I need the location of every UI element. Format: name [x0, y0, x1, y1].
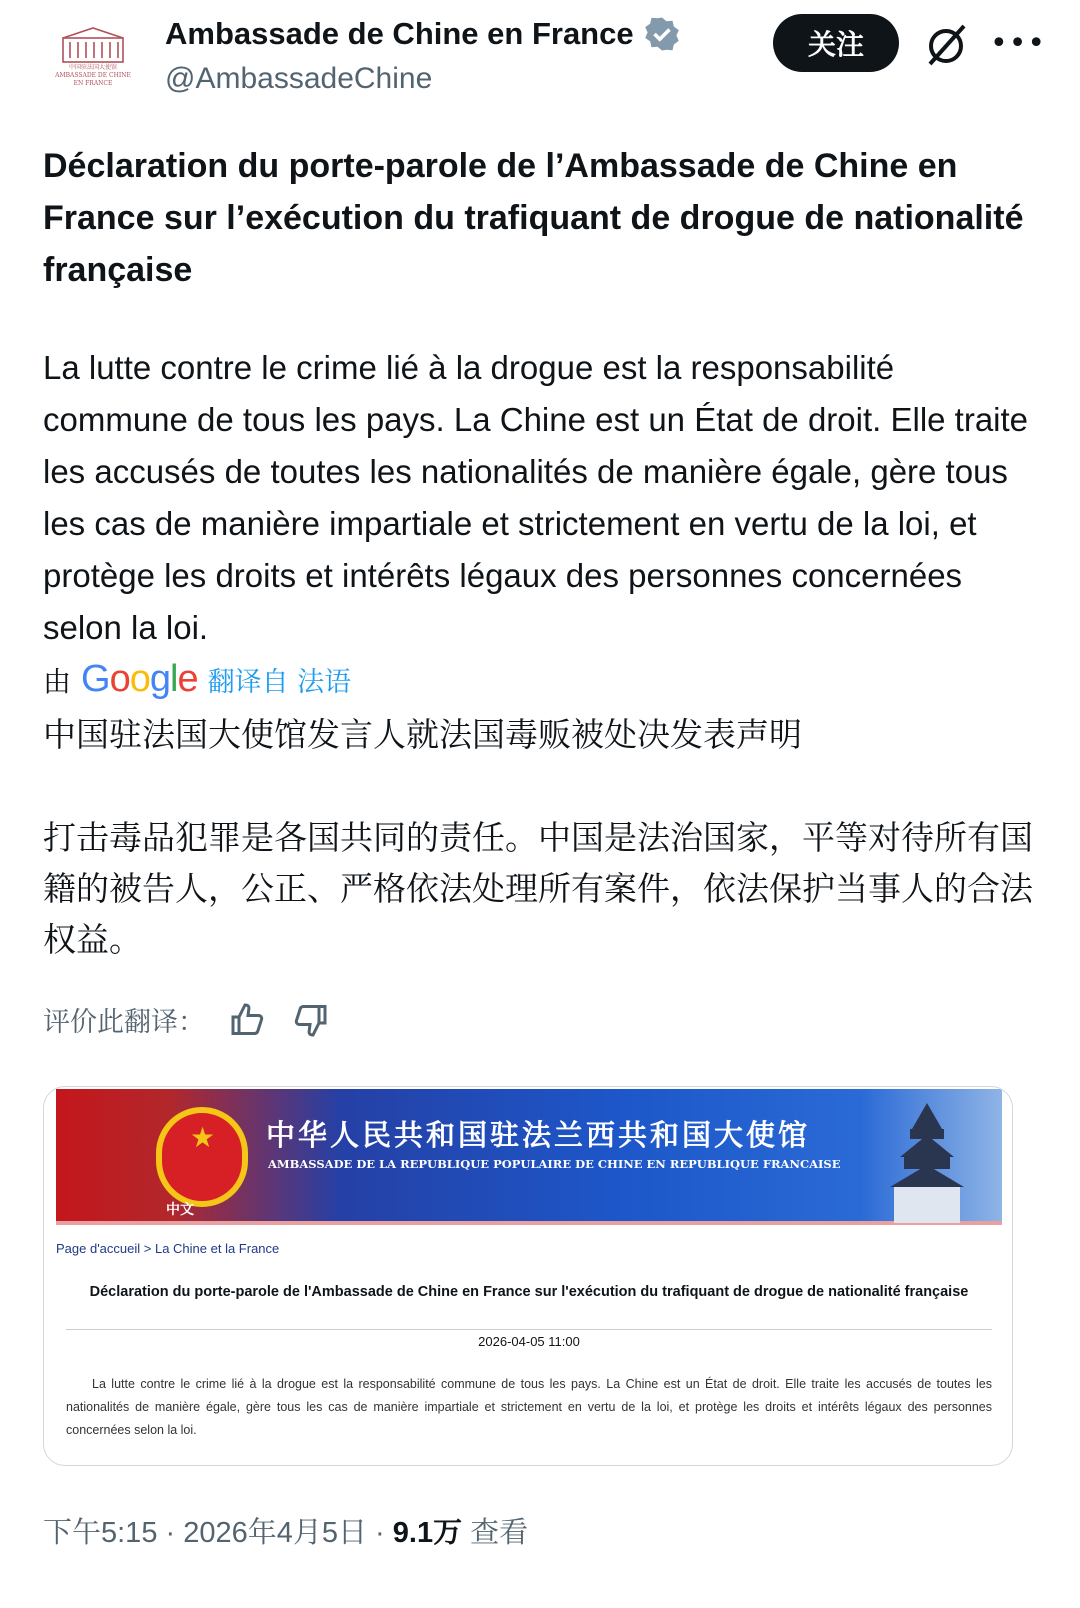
post-title: Déclaration du porte-parole de l’Ambassade de Chine en France sur l’exécution du trafiquant de drogue de nationalité française [43, 147, 1024, 289]
logo-text: EN FRANCE [73, 80, 113, 87]
breadcrumb[interactable]: Page d'accueil > La Chine et la France [56, 1241, 280, 1256]
rate-translation-label: 评价此翻译： [43, 1007, 205, 1038]
banner-chinese-title: 中华人民共和国驻法兰西共和国大使馆 [266, 1118, 811, 1152]
article-title: Déclaration du porte-parole de l'Ambassade de Chine en France sur l'exécution du trafiquant de drogue de nationalité française [89, 1284, 969, 1300]
view-count: 9.1万 [392, 1517, 463, 1549]
embassy-building-logo [58, 24, 128, 64]
translated-by-label: 由 [43, 664, 72, 698]
chinese-language-link[interactable]: 中文 [166, 1202, 194, 1218]
verified-badge-icon [644, 16, 680, 52]
temple-of-heaven-image [872, 1099, 982, 1223]
translated-from-link[interactable]: 翻译自 法语 [207, 667, 352, 698]
display-name[interactable] [165, 16, 680, 52]
translated-title: 中国驻法国大使馆发言人就法国毒贩被处决发表声明 [43, 715, 802, 754]
logo-text: AMBASSADE DE CHINE [55, 72, 131, 79]
translated-body: 打击毒品犯罪是各国共同的责任。中国是法治国家，平等对待所有国籍的被告人，公正、严格依法处理所有案件，依法保护当事人的合法权益。 [43, 818, 1033, 959]
logo-text: 中国驻法国大使馆 [68, 64, 117, 71]
views-label: 查看 [462, 1517, 529, 1549]
grok-icon[interactable] [922, 20, 972, 70]
post-body: La lutte contre le crime lié à la drogue est la responsabilité commune de tous les pays. La Chine est un État de droit. Elle traite les accusés de toutes les nationalités de manière égale, gère tous les cas de manière impartiale et strictement en vertu de la loi, et protège les droits et intérêts légaux des personnes concernées selon la loi. [43, 349, 1029, 646]
thumbs-up-icon[interactable] [229, 1002, 267, 1038]
google-logo: Google [81, 658, 198, 700]
rate-translation [43, 1000, 329, 1039]
post-meta [43, 1510, 528, 1551]
thumbs-down-icon[interactable] [291, 1002, 329, 1038]
more-options-button[interactable]: ••• [990, 26, 1047, 61]
banner-french-title: AMBASSADE DE LA REPUBLIQUE POPULAIRE DE CHINE EN REPUBLIQUE FRANCAISE [268, 1157, 841, 1171]
divider [66, 1329, 992, 1330]
article-body: La lutte contre le crime lié à la drogue est la responsabilité commune de tous les pays. La Chine est un État de droit. Elle traite les accusés de toutes les nationalités de manière égale, gère tous les cas de manière impartiale et strictement en vertu de la loi, et protège les droits et intérêts légaux des personnes concernées selon la loi. [66, 1377, 992, 1437]
translation-attribution [43, 658, 351, 701]
follow-button[interactable]: 关注 [773, 14, 899, 72]
embassy-banner [56, 1089, 1002, 1225]
handle[interactable]: @AmbassadeChine [165, 62, 433, 95]
national-emblem-icon: ★ [156, 1107, 248, 1207]
avatar[interactable] [52, 24, 134, 100]
embassy-webpage-screenshot[interactable] [43, 1086, 1013, 1466]
article-date: 2026-04-05 11:00 [478, 1334, 580, 1349]
display-name-text[interactable]: Ambassade de Chine en France [165, 16, 634, 51]
post-timestamp[interactable]: 下午5:15 · 2026年4月5日 · [43, 1517, 393, 1549]
